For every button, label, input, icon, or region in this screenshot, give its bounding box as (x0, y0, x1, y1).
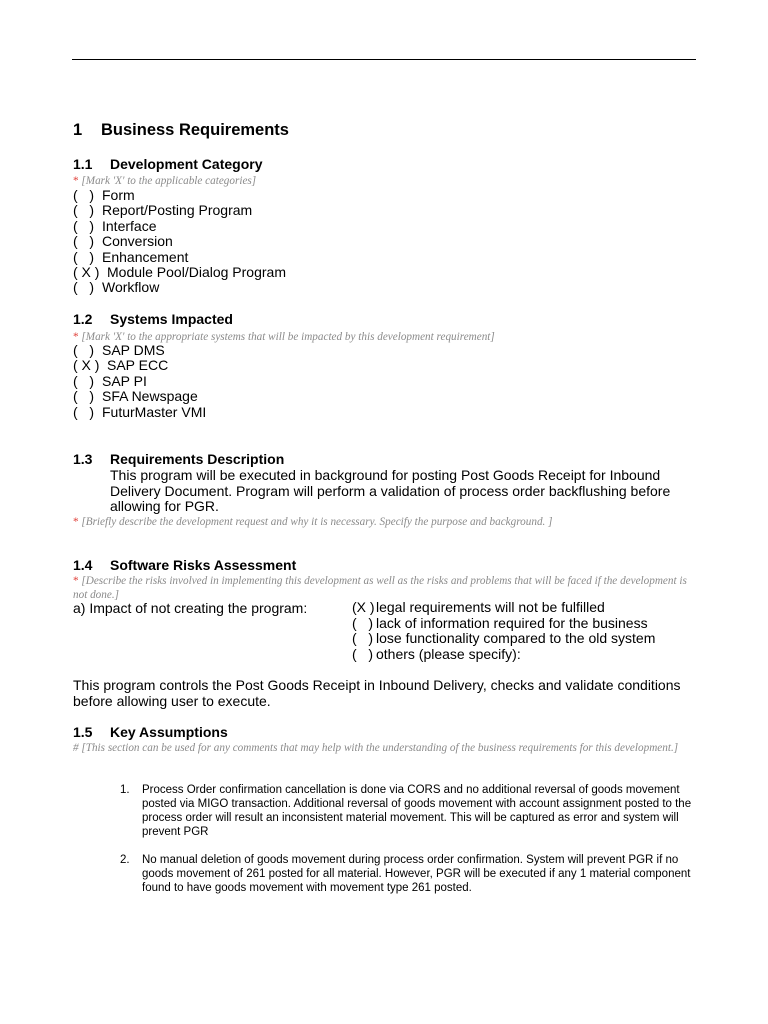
assumption-text: Process Order confirmation cancellation is done via CORS and no additional reversal of goods movement posted via MIGO transaction. Additional reversal of goods movement with account assignment posted to the process order will result an inconsistent material movement. This will be captured as error and system will prevent PGR (142, 784, 692, 838)
assumption-item (120, 853, 695, 895)
risks-heading (73, 557, 296, 573)
option-checkbox-mark: ( ) (352, 614, 373, 631)
systems-heading (73, 311, 233, 327)
requirements-title: Requirements Description (110, 451, 285, 467)
required-asterisk: * (73, 575, 79, 587)
option-row (352, 616, 655, 632)
option-label: Workflow (102, 279, 160, 296)
header-rule (72, 59, 696, 60)
option-checkbox-mark: ( ) (73, 388, 94, 405)
option-label: Module Pool/Dialog Program (107, 264, 286, 281)
option-label: Interface (102, 217, 157, 234)
option-row (73, 343, 206, 358)
dev-category-note (73, 174, 695, 188)
risks-title: Software Risks Assessment (110, 557, 297, 573)
option-checkbox-mark: (X ) (352, 599, 375, 615)
option-checkbox-mark: ( ) (73, 217, 94, 234)
option-label: lose functionality compared to the old system (376, 630, 656, 647)
systems-note (73, 330, 695, 344)
required-asterisk: * (73, 516, 79, 528)
assumptions-note-prefix: # (73, 742, 79, 754)
assumptions-heading (73, 724, 228, 740)
option-checkbox-mark: ( ) (73, 202, 94, 219)
option-label: Report/Posting Program (102, 202, 253, 219)
option-checkbox-mark: ( X ) (73, 357, 100, 374)
requirements-number: 1.3 (73, 451, 93, 467)
assumptions-number: 1.5 (73, 724, 93, 740)
option-row (73, 280, 286, 295)
option-label: SAP ECC (107, 357, 169, 374)
option-row (73, 374, 206, 389)
option-checkbox-mark: ( ) (73, 279, 94, 296)
requirements-heading (73, 451, 284, 467)
systems-title: Systems Impacted (110, 311, 233, 327)
option-checkbox-mark: ( ) (73, 233, 94, 250)
option-checkbox-mark: ( ) (73, 403, 94, 420)
option-row (73, 203, 286, 218)
requirements-note-text: [Briefly describe the development request and why it is necessary. Specify the purpose and background. ] (81, 516, 553, 528)
option-label: Form (102, 187, 135, 203)
systems-options (73, 343, 206, 420)
option-label: lack of information required for the business (376, 614, 648, 631)
option-checkbox-mark: ( ) (73, 342, 94, 358)
requirements-description: This program will be executed in background for posting Post Goods Receipt for Inbound Delivery Document. Program will perform a validation of process order backflushing before allowing for PGR. (110, 467, 671, 515)
assumptions-note-text: [This section can be used for any comments that may help with the understanding of the business requirements for this development.] (81, 742, 679, 754)
option-label: SAP DMS (102, 342, 165, 358)
option-row (73, 250, 286, 265)
assumption-text: No manual deletion of goods movement during process order confirmation. System will prevent PGR if no goods movement of 261 posted for all material. However, PGR will be executed if any 1 material component found to have goods movement with movement type 261 posted. (142, 854, 691, 894)
option-row (73, 188, 286, 203)
option-row (73, 389, 206, 404)
option-row (352, 647, 655, 663)
option-label: SFA Newspage (102, 388, 198, 405)
option-label: others (please specify): (376, 645, 521, 662)
systems-note-text: [Mark 'X' to the appropriate systems that will be impacted by this development requirement] (81, 331, 495, 343)
option-row (73, 234, 286, 249)
option-checkbox-mark: ( ) (73, 372, 94, 389)
option-checkbox-mark: ( ) (73, 187, 94, 203)
impact-options (352, 600, 655, 662)
option-checkbox-mark: ( ) (73, 248, 94, 265)
section-number: 1 (73, 121, 83, 139)
option-label: SAP PI (102, 372, 147, 389)
required-asterisk: * (73, 331, 79, 343)
required-asterisk: * (73, 175, 79, 187)
option-row (73, 405, 206, 420)
option-label: legal requirements will not be fulfilled (376, 599, 605, 615)
dev-category-number: 1.1 (73, 156, 93, 172)
option-row (73, 265, 286, 280)
option-checkbox-mark: ( X ) (73, 264, 100, 281)
dev-category-note-text: [Mark 'X' to the applicable categories] (81, 175, 257, 187)
systems-number: 1.2 (73, 311, 93, 327)
section-heading (73, 121, 289, 140)
dev-category-options (73, 188, 286, 296)
dev-category-title: Development Category (110, 156, 263, 172)
option-label: Enhancement (102, 248, 189, 265)
risks-note (73, 574, 695, 602)
option-row (352, 600, 655, 616)
option-checkbox-mark: ( ) (352, 645, 373, 662)
assumptions-note (73, 741, 695, 755)
risks-paragraph: This program controls the Post Goods Receipt in Inbound Delivery, checks and validate conditions before allowing user to execute. (73, 677, 681, 709)
risks-number: 1.4 (73, 557, 93, 573)
section-title: Business Requirements (101, 121, 289, 139)
option-row (352, 631, 655, 647)
option-checkbox-mark: ( ) (352, 630, 373, 647)
requirements-note (73, 515, 695, 529)
impact-label: a) Impact of not creating the program: (73, 600, 308, 616)
assumptions-title: Key Assumptions (110, 724, 228, 740)
assumption-item (120, 783, 695, 839)
dev-category-heading (73, 156, 262, 172)
option-label: Conversion (102, 233, 173, 250)
option-row (73, 358, 206, 373)
assumption-number: 1. (120, 784, 130, 796)
option-label: FuturMaster VMI (102, 403, 207, 420)
risks-note-text: [Describe the risks involved in implementing this development as well as the risks and problems that will be faced if the development is not done.] (73, 575, 687, 601)
assumption-number: 2. (120, 854, 130, 866)
option-row (73, 219, 286, 234)
